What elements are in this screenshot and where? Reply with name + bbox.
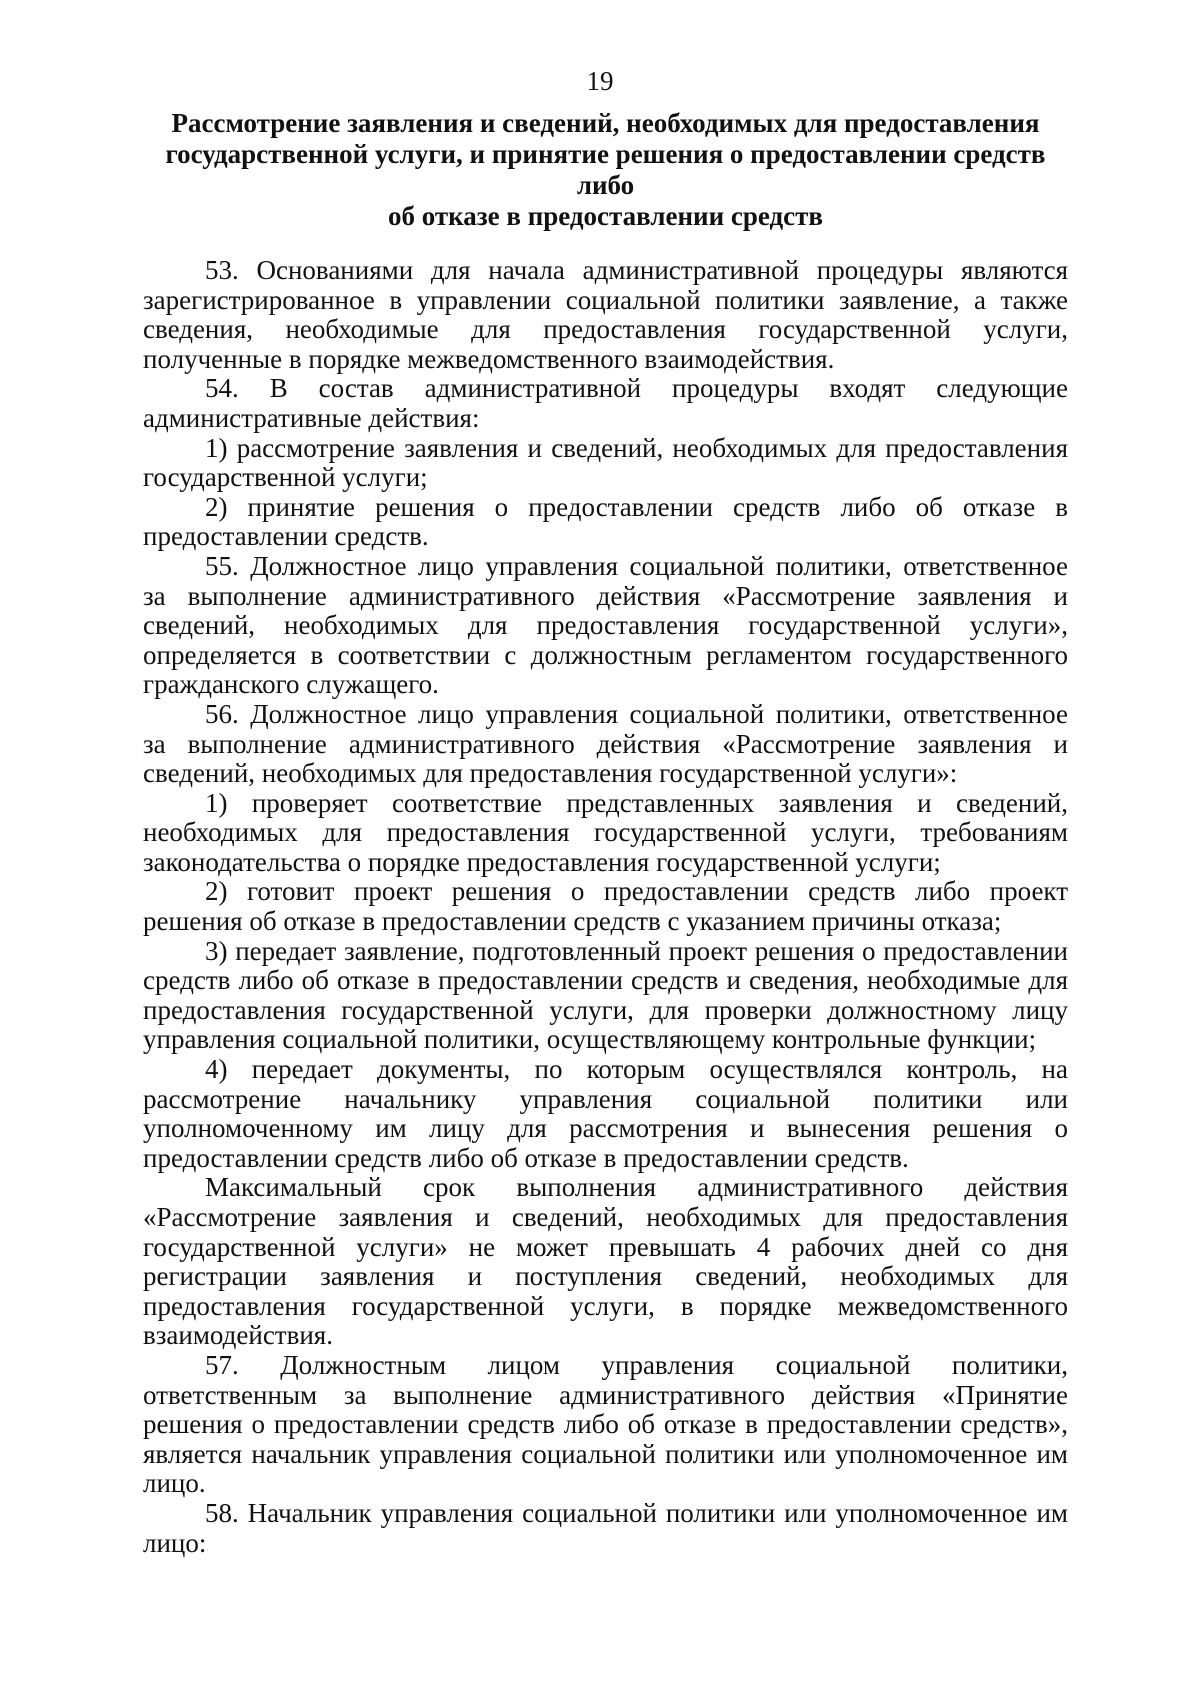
- paragraph-57: 57. Должностным лицом управления социальной политики, ответственным за выполнение административного действия «Принятие решения о предоставлении средств либо об отказе в предоставлении средств», является начальник управления социальной политики или уполномоченное им лицо.: [143, 1349, 1068, 1499]
- paragraph-56-item-1: 1) проверяет соответствие представленных заявления и сведений, необходимых для предоставления государственной услуги, требованиям законодательства о порядке предоставления государственной услуги;: [143, 787, 1068, 877]
- paragraph-56-item-4: 4) передает документы, по которым осуществлялся контроль, на рассмотрение начальнику управления социальной политики или уполномоченному им лицу для рассмотрения и вынесения решения о предоставлении средств либо об отказе в предоставлении средств.: [143, 1054, 1068, 1173]
- section-title: [143, 108, 1068, 232]
- paragraph-54-item-2: 2) принятие решения о предоставлении средств либо об отказе в предоставлении средств.: [143, 491, 1068, 552]
- paragraph-53: 53. Основаниями для начала административной процедуры являются зарегистрированное в управлении социальной политики заявление, а также сведения, необходимые для предоставления государственной услуги, полученные в порядке межведомственного взаимодействия.: [143, 255, 1068, 374]
- document-body: [143, 108, 1068, 1558]
- paragraph-54: 54. В состав административной процедуры входят следующие административные действия:: [143, 373, 1068, 433]
- paragraph-56-item-2: 2) готовит проект решения о предоставлении средств либо проект решения об отказе в предоставлении средств с указанием причины отказа;: [143, 876, 1068, 937]
- paragraph-56-item-3: 3) передает заявление, подготовленный проект решения о предоставлении средств либо об отказе в предоставлении средств и сведения, необходимые для предоставления государственной услуги, для проверки должностному лицу управления социальной политики, осуществляющему контрольные функции;: [143, 935, 1068, 1055]
- paragraph-56: 56. Должностное лицо управления социальной политики, ответственное за выполнение административного действия «Рассмотрение заявления и сведений, необходимых для предоставления государственной услуги»:: [143, 698, 1068, 789]
- section-title-line: государственной услуги, и принятие решения о предоставлении средств либо: [165, 139, 1046, 200]
- section-title-line: об отказе в предоставлении средств: [387, 201, 824, 231]
- paragraph-58: 58. Начальник управления социальной политики или уполномоченное им лицо:: [143, 1497, 1068, 1558]
- paragraph-max-term: Максимальный срок выполнения административного действия «Рассмотрение заявления и сведений, необходимых для предоставления государственной услуги» не может превышать 4 рабочих дней со дня регистрации заявления и поступления сведений, необходимых для предоставления государственной услуги, в порядке межведомственного взаимодействия.: [143, 1172, 1068, 1351]
- paragraph-54-item-1: 1) рассмотрение заявления и сведений, необходимых для предоставления государственной услуги;: [143, 432, 1068, 493]
- section-title-line: Рассмотрение заявления и сведений, необходимых для предоставления: [171, 108, 1040, 138]
- paragraph-55: 55. Должностное лицо управления социальной политики, ответственное за выполнение административного действия «Рассмотрение заявления и сведений, необходимых для предоставления государственной услуги», определяется в соответствии с должностным регламентом государственного гражданского служащего.: [143, 550, 1068, 700]
- page-number: 19: [586, 66, 614, 96]
